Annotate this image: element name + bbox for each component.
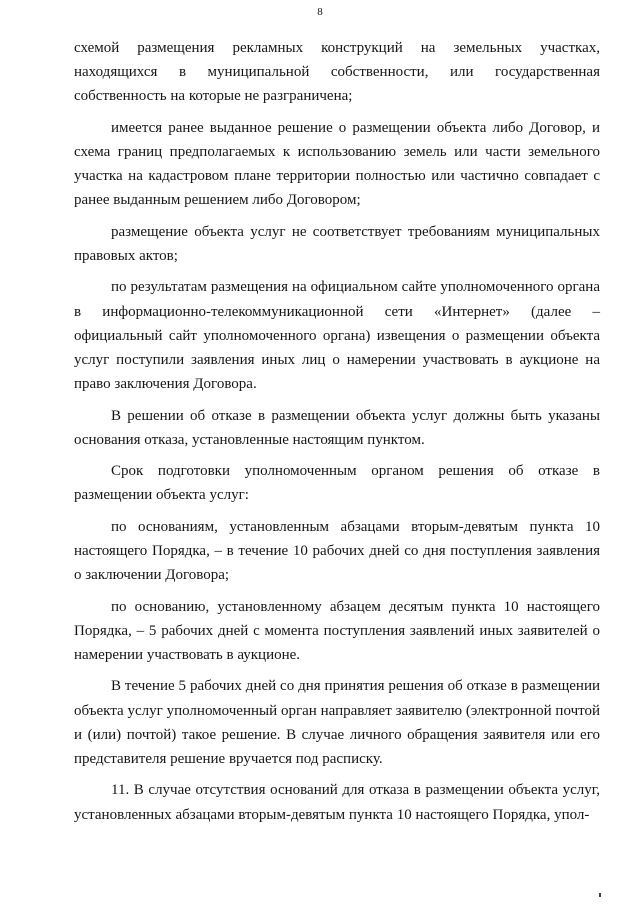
page-number: 8: [317, 6, 323, 18]
paragraph-deadline-grounds-2-9: по основаниям, установленным абзацами вторым-девятым пункта 10 настоящего Порядка, – в течение 10 рабочих дней со дня поступления заявления о заключении Договора;: [74, 518, 600, 584]
paragraph-continuation: схемой размещения рекламных конструкций на земельных участках, находящихся в муниципальной собственности, или государственная собственность на которые не разграничена;: [74, 40, 600, 105]
paragraph-prior-decision: имеется ранее выданное решение о размещении объекта либо Договор, и схема границ предполагаемых к использованию земель или части земельного участка на кадастровом плане территории полностью или частично совпадает с ранее выданным решением либо Договором;: [74, 119, 600, 209]
paragraph-refusal-grounds: В решении об отказе в размещении объекта услуг должны быть указаны основания отказа, установленные настоящим пунктом.: [74, 407, 600, 448]
document-body: [74, 36, 600, 827]
paragraph-notification: В течение 5 рабочих дней со дня принятия решения об отказе в размещении объекта услуг уполномоченный орган направляет заявителю (электронной почтой и (или) почтой) такое решение. В случае личного обращения заявителя или его представителя решение вручается под расписку.: [74, 678, 600, 767]
paragraph-clause-11: 11. В случае отсутствия оснований для отказа в размещении объекта услуг, установленных абзацами вторым-девятым пункта 10 настоящего Порядка, упол-: [74, 782, 600, 823]
scan-mark: [599, 893, 601, 897]
paragraph-website-notice: по результатам размещения на официальном сайте уполномоченного органа в информационно-телекоммуникационной сети «Интернет» (далее – официальный сайт уполномоченного органа) извещения о размещении объекта услуг поступили заявления иных лиц о намерении участвовать в аукционе на право заключения Договора.: [74, 279, 600, 393]
paragraph-municipal-acts: размещение объекта услуг не соответствует требованиям муниципальных правовых актов;: [74, 223, 600, 264]
paragraph-refusal-deadline: Срок подготовки уполномоченным органом решения об отказе в размещении объекта услуг:: [74, 463, 600, 504]
paragraph-deadline-ground-10: по основанию, установленному абзацем десятым пункта 10 настоящего Порядка, – 5 рабочих дней с момента поступления заявлений иных заявителей о намерении участвовать в аукционе.: [74, 598, 600, 663]
